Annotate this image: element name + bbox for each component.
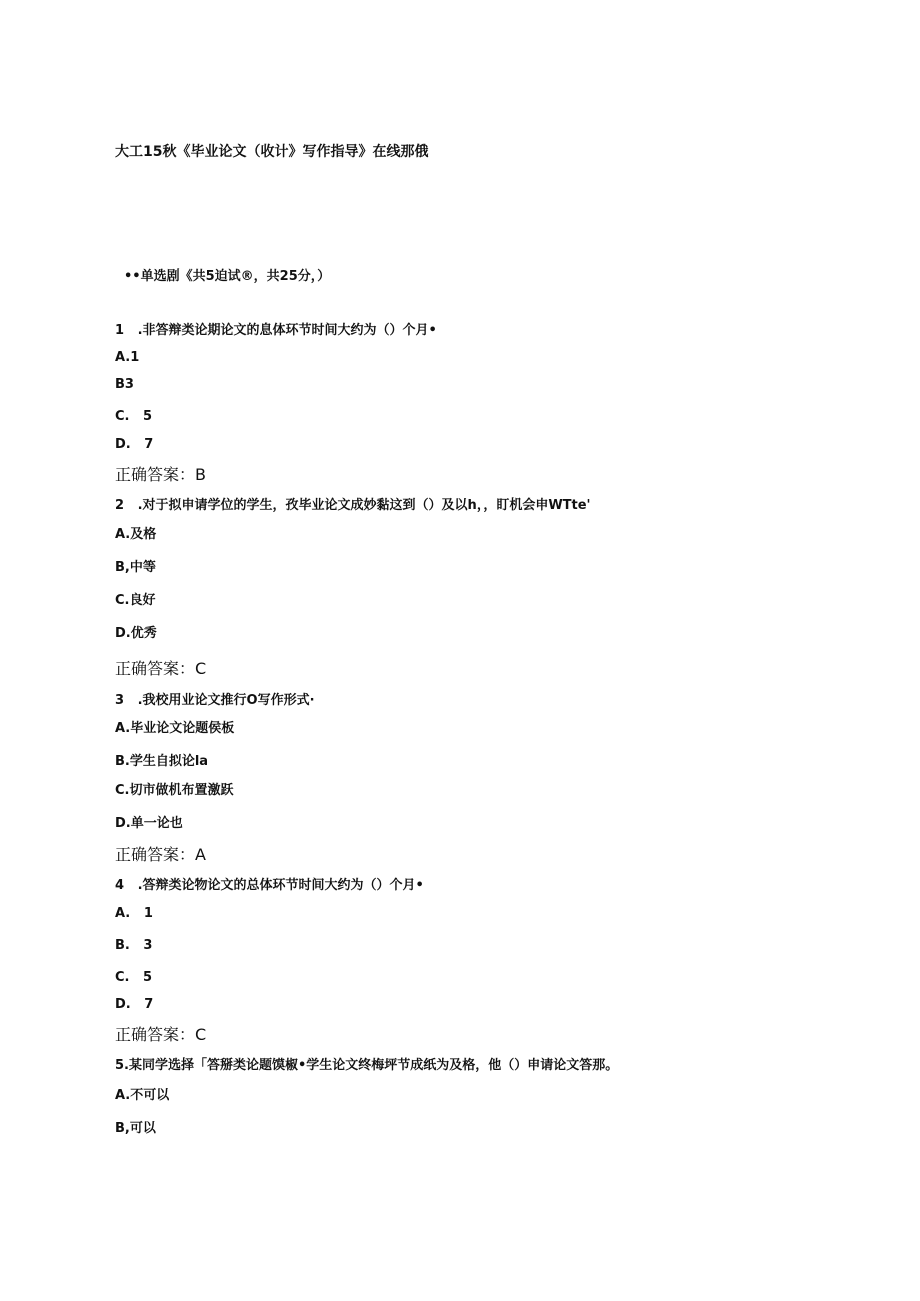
option-3c: C.切市做机布置激跃 bbox=[115, 783, 234, 798]
question-1: 1 .非答辩类论期论文的息体环节时间大约为（）个月• bbox=[115, 323, 437, 338]
answer-4: 正确答案：C bbox=[115, 1025, 207, 1044]
option-1c: C. 5 bbox=[115, 409, 153, 424]
option-2b: B,中等 bbox=[115, 560, 156, 575]
option-2d: D.优秀 bbox=[115, 626, 157, 641]
option-1a: A.1 bbox=[115, 350, 140, 365]
question-2: 2 .对于拟申请学位的学生，孜毕业论文成妙黏这到（）及以h，，盯机会申WTte' bbox=[115, 498, 591, 513]
answer-2: 正确答案：C bbox=[115, 659, 207, 678]
option-4d: D. 7 bbox=[115, 997, 154, 1012]
question-3: 3 .我校用业论文推行O写作形式· bbox=[115, 693, 315, 708]
option-2c: C.良好 bbox=[115, 593, 156, 608]
answer-1: 正确答案：B bbox=[115, 465, 206, 484]
option-3a: A.毕业论文论题侯板 bbox=[115, 721, 235, 736]
option-2a: A.及格 bbox=[115, 527, 157, 542]
answer-3: 正确答案：A bbox=[115, 845, 206, 864]
option-4b: B. 3 bbox=[115, 938, 153, 953]
option-4c: C. 5 bbox=[115, 970, 153, 985]
option-3d: D.单一论也 bbox=[115, 816, 183, 831]
section-heading: ••单选剧《共5迫试®，共25分，） bbox=[124, 269, 331, 284]
document-title: 大工15秋《毕业论文（收计》写作指导》在线那俄 bbox=[115, 144, 429, 160]
option-5a: A.不可以 bbox=[115, 1088, 170, 1103]
option-1b: B3 bbox=[115, 377, 134, 392]
question-4: 4 .答辩类论物论文的总体环节时间大约为（）个月• bbox=[115, 878, 424, 893]
option-5b: B,可以 bbox=[115, 1121, 156, 1136]
question-5: 5.某同学选择「答掰类论题馍椒•学生论文终梅坪节成纸为及格，他（）申请论文答那。 bbox=[115, 1058, 619, 1073]
option-1d: D. 7 bbox=[115, 437, 154, 452]
option-3b: B.学生自拟论la bbox=[115, 754, 209, 769]
option-4a: A. 1 bbox=[115, 906, 153, 921]
